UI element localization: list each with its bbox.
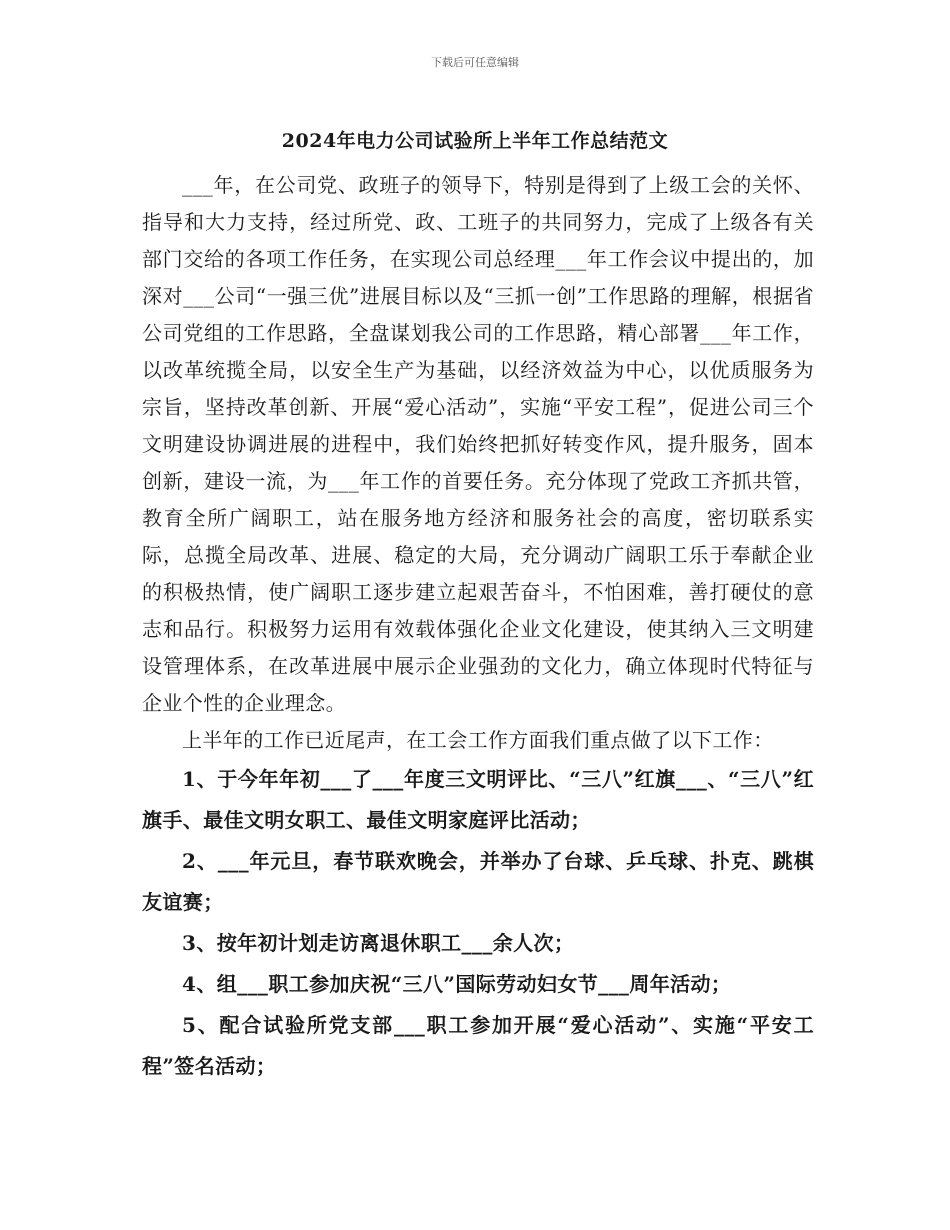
- work-item-4: 4、组___职工参加庆祝“三八”国际劳动妇女节___周年活动；: [182, 972, 732, 996]
- work-item-5: 5、配合试验所党支部___职工参加开展“爱心活动”、实施“平安工程”签名活动；: [142, 1013, 814, 1078]
- document-body: [142, 167, 814, 1087]
- page-header-note: 下载后可任意编辑: [431, 56, 519, 69]
- work-item-2: 2、___年元旦，春节联欢晚会，并举办了台球、乒乓球、扑克、跳棋友谊赛；: [142, 849, 814, 914]
- intro-paragraph: ___年，在公司党、政班子的领导下，特别是得到了上级工会的关怀、指导和大力支持，经过所党、政、工班子的共同努力，完成了上级各有关部门交给的各项工作任务，在实现公司总经理___年工作会议中提出的，加深对___公司“一强三优”进展目标以及“三抓一创”工作思路的理解，根据省公司党组的工作思路，全盘谋划我公司的工作思路，精心部署___年工作，以改革统揽全局，以安全生产为基础，以经济效益为中心，以优质服务为宗旨，坚持改革创新、开展“爱心活动”，实施“平安工程”，促进公司三个文明建设协调进展的进程中，我们始终把抓好转变作风，提升服务，固本创新，建设一流，为___年工作的首要任务。充分体现了党政工齐抓共管，教育全所广阔职工，站在服务地方经济和服务社会的高度，密切联系实际，总揽全局改革、进展、稳定的大局，充分调动广阔职工乐于奉献企业的积极热情，使广阔职工逐步建立起艰苦奋斗，不怕困难，善打硬仗的意志和品行。积极努力运用有效载体强化企业文化建设，使其纳入三文明建设管理体系，在改革进展中展示企业强劲的文化力，确立体现时代特征与企业个性的企业理念。: [142, 173, 814, 715]
- work-item-1: 1、于今年年初___了___年度三文明评比、“三八”红旗___、“三八”红旗手、最佳文明女职工、最佳文明家庭评比活动；: [142, 767, 814, 832]
- summary-lead-paragraph: 上半年的工作已近尾声，在工会工作方面我们重点做了以下工作：: [182, 728, 774, 752]
- document-title: 2024年电力公司试验所上半年工作总结范文: [281, 130, 669, 152]
- work-item-3: 3、按年初计划走访离退休职工___余人次；: [182, 931, 575, 955]
